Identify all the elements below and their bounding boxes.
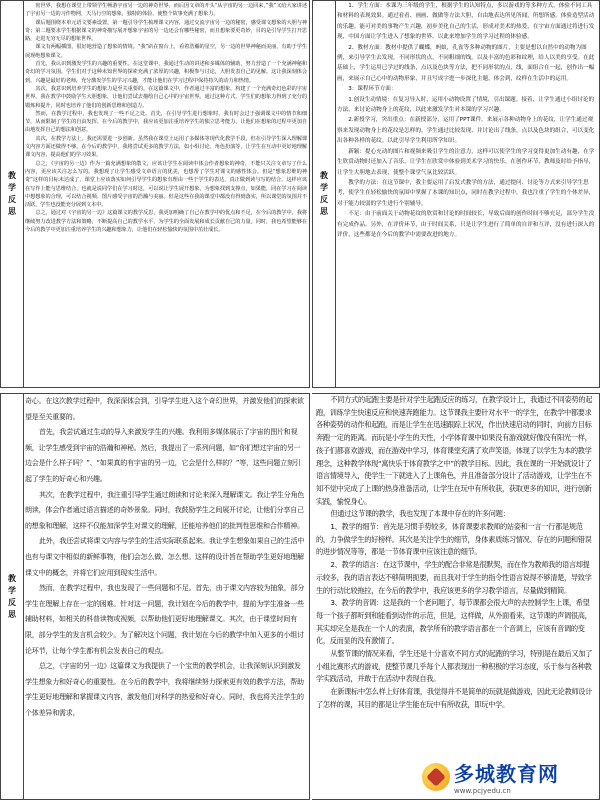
paragraph: 首先，我尝试通过生动的导入来激发学生的兴趣。我利用多媒体展示了宇宙的图片和视频，让学生感受到宇宙的浩瀚和神秘。然后，我提出了一系列问题，如“你们想过宇宙的另一边会是什么样子吗？”、“如果真的有宇宙的另一边，它会是什么样的？”等，这些问题立刻引起了学生的好奇心和兴趣。 xyxy=(25,428,301,483)
paragraph: 奇心。在这次教学过程中，我深深体会到，引导学生进入这个奇幻世界，并激发他们的探索欲望是至关重要的。 xyxy=(25,397,304,421)
label-char: 学 xyxy=(8,183,16,192)
label-char: 学 xyxy=(8,585,16,595)
paragraph: 课文有两幅插图，很好地营造了想象的情境。“我”趴在窗台上，看着浩瀚的星空，另一边的世界神秘而美丽，有助于学生展现绝想象课文。 xyxy=(25,44,307,59)
paragraph: 首先，我认识到激发学生的兴趣的重要性。在这堂课中，我通过生动的讲述和多媒体的辅助，努力营造了一个充满神秘和奇幻的学习氛围。学生们对于这种未知世界的探索充满了浓厚的兴趣，积极参与讨论，大胆发表自己的见解。这让我深刻体会到，兴趣是最好的老师，充分激发学生的学习兴趣，才能让他们在学习过程中保持持久的动力和热情。 xyxy=(25,61,307,84)
section-label-column xyxy=(1,1,24,387)
reflection-text-bottom-right xyxy=(316,394,595,799)
label-char: 反 xyxy=(8,195,16,204)
section-label-column xyxy=(313,1,336,387)
paragraph: 但通过这节课的教学，我也发现了本课中存在的许多问题： xyxy=(330,509,510,519)
paragraph: 不足：由于前面关于动物花纹的欣赏和讨论的时间较长，导致后面的创作时间不够充足，部分学生没有完成作品。另外，在评价环节，由于时间关系，只是让学生进行了简单的自评和互评，没有进行深入的评价，这些都是在今后的教学中需要改进的地方。 xyxy=(337,211,595,238)
reflection-text-top-left xyxy=(25,2,307,386)
site-logo-icon xyxy=(422,763,450,791)
paragraph: 1、教学的细节：首先是习惯手势较多，体育课要求教师的站姿和一言一行都是规范的，力争做学生的好榜样。其次是关注学生的细节，身体素质练习情况、存在的问题和错误的进步情况等等，都是一节体育课中应该注意的细节。 xyxy=(316,522,592,557)
paragraph: 其次，在教学过程中，我注重引导学生通过朗读和讨论来深入理解课文。我让学生分角色朗读，体会作者通过语言描述的奇妙景象。同时，我鼓励学生之间展开讨论，让他们分享自己的想象和理解，这样不仅能加深学生对课文的理解，还能培养他们的批判性思维和合作精神。 xyxy=(25,490,305,530)
section-label-column xyxy=(1,394,24,799)
label-char: 思 xyxy=(8,207,16,216)
paragraph: 新颖：提心充动的图片和视频来吸引学生的注意力，这样可以使学生的学习变得更加生动有趣，在学生欣赏动物时还加入了音乐，让学生在欣赏中体验到美术学习的快乐。在创作环节，教师及时给予指导，让学生大胆地去表现，使整个课堂气氛比较活跃。 xyxy=(337,148,595,176)
paragraph: 2、教材方面：教材中提供了蝴蝶，蚂蚁，孔雀等多种动物的图片，主要是想以自然中的动物为图例，来引导学生去发现，不同形状的点，不同粗细的线。以及丰富的色彩和纹理，给人以美的享受。在此基础上，学生运用已学过的线条，点以及色块等方法，把不同形状的点，线，面组合在一起，创作出一幅画，来展示自己心中的动物形象，并且写成字进一步深化主题。体会到，纹样在生活中的运用。 xyxy=(337,44,595,82)
label-char: 教 xyxy=(320,171,328,180)
label-char: 学 xyxy=(320,183,328,192)
paragraph: 2、教学的语言：在这节课中，学生的配合非常是很默契，而在作为教师我的语言却提示较多，我的语言表达不够简明扼要，而且我对于学生的指令性语言说得不够清楚，导致学生的行动比较拖拉，在今后的教学中，我应该更多的学习教学语言，尽量做到精简。 xyxy=(316,560,592,595)
label-char: 思 xyxy=(8,609,16,619)
reflection-panel-top-right xyxy=(312,0,600,388)
paragraph: 其次，我意识到培养学生的想象力是至关重要的。在这篇课文中，作者通过丰富的想象，构建了一个充满奇幻色彩的宇宙世界。我在教学中鼓励学生大胆想象，让他们尝试去描绘自己心中的宇宙世界。通过这种方式，学生们的想象力得到了充分的锻炼和提升，同时也培养了他们的创新思维和创造力。 xyxy=(25,85,307,109)
label-char: 反 xyxy=(8,597,16,607)
paragraph: 然而，在教学过程中，我也发现了一些问题和不足。首先，由于课文内容较为抽象，部分学生在理解上存在一定的困难。针对这一问题，我计划在今后的教学中，提前为学生准备一些辅助材料，如相关的科普读物或视频，以帮助他们更好地理解课文。其次，由于课堂时间有限，部分学生的发言机会较少。为了解决这个问题，我计划在今后的教学中加入更多的小组讨论环节，让每个学生都有机会发表自己的观点。 xyxy=(25,584,305,655)
label-char: 思 xyxy=(320,207,328,216)
paragraph: 1.创设生动情境：在复习导入时，运用小动物设置了情境，引出课题。接着，让学生通过小组讨论的方法，来讨论动物身上的花纹，以此来激发学生对本课的学习兴趣。 xyxy=(337,96,595,114)
paragraph: 总之，《宇宙的另一边》这篇课文为我提供了一个宝贵的教学机会，让我深刻认识到激发学生想象力和好奇心的重要性。在今后的教学中，我将继续努力探索更有效的教学方法，帮助学生更好地理解和掌握课文内容，激发他们对科学的热爱和好奇心。同时，我也将关注学生的个体差异和需求， xyxy=(25,662,304,717)
paragraph: 课后题围绕本单元语文要素设置，第一题引导学生梳理课文内容，通过交流宇宙另一边的秘密，感受课文想象的大胆与神奇；第二题要求学生根据课文的神奇描写展开想象宇宙的另一边还会有哪些秘密，而且想象要更奇妙，目的是引导学生打开思路，走进无穷无尽的想象世界。 xyxy=(25,19,307,43)
reflection-panel-bottom-left xyxy=(0,393,310,800)
reflection-panel-bottom-right xyxy=(312,393,600,800)
label-char: 教 xyxy=(8,573,16,583)
reflection-panel-top-left xyxy=(0,0,310,388)
watermark-url: www.pcjyedu.cn xyxy=(454,787,511,795)
paragraph: 总之，《宇宙的另一边》作为一篇充满想象的散文，应该让学生在阅读中体会作者想象的神奇，不能只关注文章写了什么内容，更应该关注怎么写的。我想现了让学生感受文章语言的优美，也想帮了学生对课文的感性体会。但是“想象思维的神奇”这样的目标未达成了，课堂上应该落实如何引导学生的想象有理由一些于学生的表达，真正做到读与写的结合。这样应该在写作上能与思维结合，也就是说同学们在学习时这，可以说让学生展开想象，为想象找到支撑点，如果能，同在学习在阅读中想想象的合理，可以结合视频、图片感受宇宙的浩瀚与美丽。但是这些在我的课堂中都没有得到落实，所以课堂的氛围并不活跃，学生也没能充分展到文本中。 xyxy=(25,160,307,209)
site-watermark xyxy=(422,758,559,795)
paragraph: 总之，通过对《宇宙的另一边》这篇课文的教学反思，我更加明确了自己在教学中的优点和不足，在今后的教学中，我将继续努力改进教学方法和策略，不断提高自己的教学水平，为学生的全面发展和成长贡献自己的力量。同时，我也希望能够在今后的教学中更加注重培养学生的兴趣和想象力，让他们在轻松愉快的氛围中茁壮成长。 xyxy=(25,210,307,234)
paragraph: 然而，在教学过程中，我也发现了一些不足之处。首先，在引导学生进行想象时，我有时会过于强调课文中的情节和细节，从而限制了学生的自由发挥。在今后的教学中，我应该更加注重培养学生的独立思考能力，让他们在想象的过程中更加自由地发挥自己的想法和创意。 xyxy=(25,110,307,134)
reflection-text-bottom-left xyxy=(25,394,307,799)
paragraph: 在新课标中怎么样上好体育课，我觉得并不是简单的玩就是做游戏，因此无论教师设计了怎样的课，其目的都是让学生能在玩中有所收获，即玩中学。 xyxy=(316,687,593,709)
paragraph: 1、学生方面：本课为三年级的学生，根据学生的认知特点，多以游戏的等多种方式，体验不同工具和材料的表现效果。通过看看、画画、做做等方法大胆，自由地表达所见所闻，所想所感，体验造型活动的乐趣。能可对美的事物产生兴趣，初步美化自己的生活，形成对美术的热爱，在宇宙方面通过将进行发现，中国方面让学生进入了想象的世界，以此来增加学生的学习过程的体验感。 xyxy=(337,3,595,41)
paragraph: 此外，我还尝试将课文内容与学生的生活实际联系起来。我让学生想象如果自己的生活中也有与课文中相似的新鲜事物，他们会怎么做、怎么想。这样的设计旨在帮助学生更好地理解课文中的概念，并将它们应用到现实生活中。 xyxy=(25,537,305,577)
paragraph: 不同方式的起跑主要是针对学生起跑反应的练习，在教学设计上，我通过不同姿势的起跑，训练学生快速反应和快速奔跑能力。这节课我主要针对水平一的学生，在教学中都要求各种姿势的动作和起跑，而是让学生在迅速跟踪上状况，作出快速启动的同时，向前方目标奔跑一定的距离。而玩是小学生的天性，小学体育课中如果没有游戏就好像没有阳光一样，孩子们都喜欢游戏，而在游戏中学习，体育课堂充满了欢声笑语，体现了以学生为本的教学理念，这种教学体现“寓快乐于体育教学之中”的教学目标。因此，我在课的一开始就设计了语言情境导入，使学生一下就进入了上课角色，并且准备部分设计了活动游戏，让学生在不知不觉中完成了上课的热身准备活动，让学生在玩中有所收获，获取更多的知识，进行创新实践，愉悦身心。 xyxy=(316,395,593,506)
label-char: 反 xyxy=(320,195,328,204)
reflection-text-top-right xyxy=(337,1,597,387)
watermark-site-name: 多城教育网 xyxy=(454,762,559,786)
paragraph: 3、教学的音调：这是我的一个老问题了，每节课都会很大声的去控制学生上课，希望每一个孩子都听到和能看到动作的示范，但是，这样做，从外面看来，这节课的声调很高，其实却完全是我在一个人的表演，教学所有的教学语言都在一个音调上，应该有音调的变化，反而显的没有激情了。 xyxy=(316,598,592,646)
watermark-text xyxy=(454,758,559,795)
paragraph: 教学的方法：在这节课中，我主要运用了启发式教学的方法，通过提问、讨论等方式来引导学生思考，使学生在轻松愉快的氛围中掌握了本课的知识点，同时在教学过程中，我也注重了学生的个体差异，对于能力较弱的学生进行个别辅导。 xyxy=(337,179,595,207)
paragraph: 密世界，我想在课堂上带领学生畅游宇宙另一边的神奇世界，而后因文章的开头“从宇宙的另一边回来，”我”又给大家讲述了宇宙另一边的习作物网，天马行空的想象，独特的体验，使整个故事充满了想象力。 xyxy=(25,3,307,18)
label-char: 教 xyxy=(8,171,16,180)
paragraph: 3：课程环节方面： xyxy=(348,86,397,93)
paragraph: 其次，在教学方法上，我还需要进一步创新。虽然我在课堂上运用了多媒体等现代化教学手段，但在引导学生深入理解课文内容方面还做得不够。在今后的教学中，我将尝试更多的教学方法，如小组讨论、角色扮演等，让学生在互动中更好地理解课文内容，提高他们的学习效果。 xyxy=(25,135,307,159)
paragraph: 2.新授学习，突出重点：在新授部分，运用了PPT课件，来展示各种动物身上的花纹，让学生通过观察来发现动物身上的花纹是怎样的。学生通过比较发现、并讨论出了线条，点以及色块的组合，可以变化出各种各样的花纹。以此引导学生利用所学知识。 xyxy=(337,117,595,145)
paragraph: 从整节课的情况来看，学生还是十分喜欢不同方式的起跑的学习，特别是在最后又加了小组比赛形式的游戏，使整节课几乎每个人都表现出一种积极的学习态度，乐于参与各种教学实践活动，并敢于在活动中表现自我。 xyxy=(316,649,593,684)
